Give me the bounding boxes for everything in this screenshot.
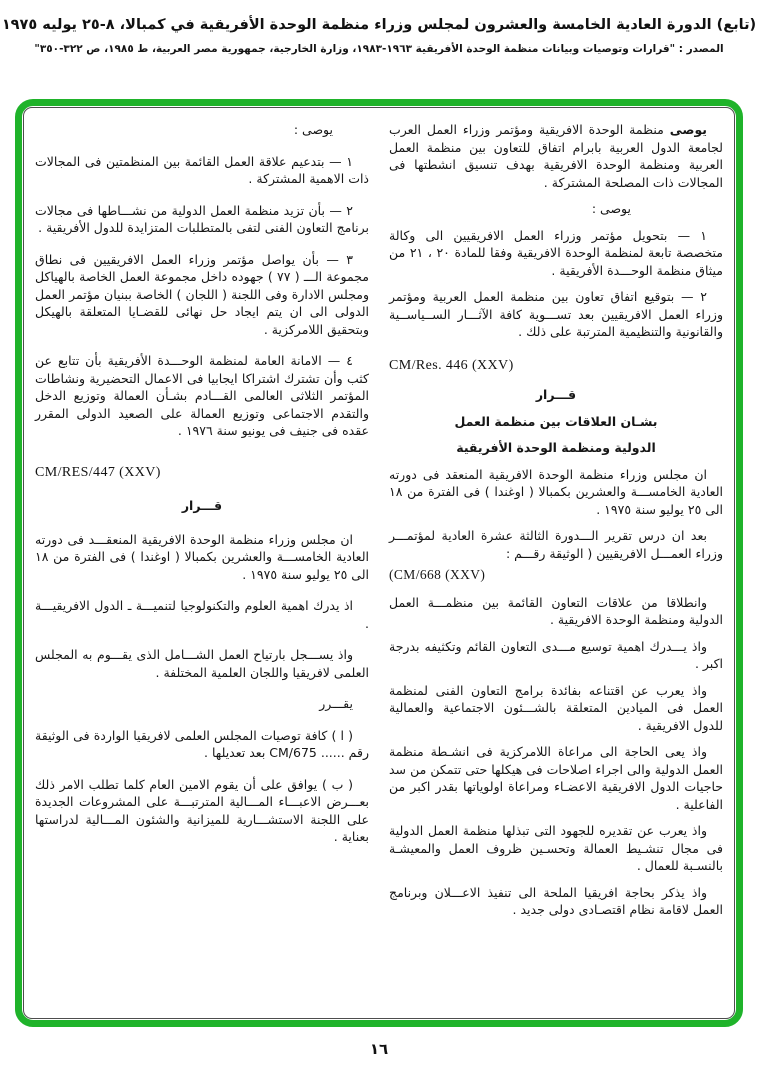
- header-source-line: المصدر : "قرارات وتوصيات وبيانات منظمة الوحدة الأفريقية ١٩٦٣-١٩٨٣، وزارة الخارجية، جمهورية مصر العربية، ط ١٩٨٥، ص ٣٢٢-٣٥٠": [34, 43, 724, 55]
- paragraph: واذ يعى الحاجة الى مراعاة اللامركزية فى انشـطة منظمة العمل الدولية والى اجراء اصلاحات فى هيكلها حتى تتمكن من سد حاجيات الدول الافريقية الاعضـاء ومراعاة اولوياتها بقدر اكبر من الفاعلية .: [389, 744, 723, 812]
- paragraph: ١ — بتحويل مؤتمر وزراء العمل الافريقيين الى وكالة متخصصة تابعة لمنظمة الوحدة الافريقية وفقا للمادة ٢٠ ، ٢١ من ميثاق منظمة الوحـــدة الأفريقية .: [389, 227, 724, 278]
- paragraph: ان مجلس وزراء منظمة الوحدة الافريقية المنعقد فى دورته العادية الخامســـة والعشرين بكمبالا ( اوغندا ) فى الفترة من ١٨ الى ٢٥ يوليو سنة ١٩٧٥ .: [389, 466, 723, 517]
- header-session-title: (تابع) الدورة العادية الخامسة والعشرون لمجلس وزراء منظمة الوحدة الأفريقية في كمبالا، ٨-٢٥ يوليه ١٩٧٥: [1, 17, 757, 33]
- decision-frame: [15, 99, 743, 1027]
- paragraph: يوصى :: [591, 201, 631, 216]
- doc-number: CM/RES/447 (XXV): [35, 464, 161, 480]
- paragraph: واذ يســـجل بارتياح العمل الشـــامل الذى يقـــوم به المجلس العلمى لافريقيا واللجان العلمية المختلفة .: [35, 647, 369, 680]
- paragraph: ان مجلس وزراء منظمة الوحدة الافريقية المنعقـــد فى دورته العادية الخامســـة والعشرين بكمبالا ( اوغندا ) فى الفترة من ١٨ الى ٢٥ يوليو سنة ١٩٧٥ .: [35, 531, 369, 582]
- paragraph: ٢ — بتوقيع اتفاق تعاون بين منظمة العمل العربية ومؤتمر وزراء العمل الافريقيين بعد تســـوية كافة الآثـــار الســياســية والقانونية والتنظيمية المترتبة على ذلك .: [389, 289, 723, 339]
- paragraph: ( ا ) كافة توصيات المجلس العلمى لافريقيا الواردة فى الوثيقة رقم ...... CM/675 بعد تعديلها .: [35, 727, 369, 760]
- paragraph: واذ يعرب عن تقديره للجهود التى تبذلها منظمة العمل الدولية فى مجال تنشـيط العمالة وتحسـين ظروف العمل والمعيشـة بالنسـبة للعمال .: [389, 823, 723, 873]
- page-header: [0, 17, 758, 55]
- paragraph: يقـــرر: [319, 696, 353, 711]
- paragraph: ١ — بتدعيم علاقة العمل القائمة بين المنظمتين فى المجالات ذات الاهمية المشتركة .: [35, 153, 369, 186]
- paragraph: ٤ — الامانة العامة لمنظمة الوحـــدة الأفريقية بأن تتابع عن كثب وأن تشترك اشتراكا ايجابيا فى الاعمال التحضيرية ونشاطات المؤتمر الثلاثى العالمى القـــادم بشـأن العمالة وتوزيع الدخل والتقدم الاجتماعى وتوزيع العمالة على الصعيد الدولى المقرر عقده فى جنيف فى يونيو سنة ١٩٧٦ .: [35, 353, 369, 438]
- paragraph: واذ يـــدرك اهمية توسيع مـــدى التعاون القائم وتكثيفه بدرجة اكبر .: [389, 638, 723, 671]
- doc-number: CM/Res. 446 (XXV): [389, 357, 514, 373]
- paragraph: ٢ — بأن تزيد منظمة العمل الدولية من نشـــاطها فى مجالات برنامج التعاون الفنى لتفى بالمتطلبات المتزايدة للدول الأفريقية .: [35, 202, 369, 235]
- frame-content: [22, 106, 736, 1020]
- paragraph: يوصى :: [293, 122, 333, 137]
- paragraph: بعد ان درس تقرير الـــدورة الثالثة عشرة العادية لمؤتمـــر وزراء العمـــل الافريقيين ( الوثيقة رقـــم :: [389, 528, 723, 561]
- doc-number: (CM/668 (XXV): [389, 567, 486, 582]
- paragraph: واذ يعرب عن اقتناعه بفائدة برامج التعاون الفنى لمنظمة العمل فى الميادين المتعلقة بالشـــئون الاجتماعية والعمالية للدول الافريقية .: [389, 682, 723, 733]
- paragraph: اذ يدرك اهمية العلوم والتكنولوجيا لتنميـــة ـ الدول الافريقيـــة .: [35, 598, 369, 631]
- paragraph: بشـان العلاقات بين منظمة العمل: [454, 413, 658, 429]
- column-right: [389, 121, 723, 1012]
- paragraph: ٣ — بأن يواصل مؤتمر وزراء العمل الافريقيين فى نطاق مجموعة الـــ ( ٧٧ ) جهوده داخل مجموعة العمل الخاصة بالهياكل ومجلس الادارة وفى اللجنة ( اللجان ) الخاصة ببنيان مؤتمر العمل الدولى الى ان يتم ايجاد حل نهائى للقضـايا المتعلقة بالهيكل وبتحقيق اللامركزية .: [35, 251, 369, 337]
- paragraph: يوصى منظمة الوحدة الافريقية ومؤتمر وزراء العمل العرب لجامعة الدول العربية بابرام اتفاق للتعاون بين منظمة العمل العربية ومنظمة الوحدة الافريقية بهدف تنسيق انشطتها فى المجالات ذات المصلحة المشتركة .: [389, 122, 723, 190]
- paragraph-lead-word: يوصى: [669, 122, 707, 137]
- paragraph: واذ يذكر بحاجة افريقيا الملحة الى تنفيذ الاعـــلان وبرنامج العمل لاقامة نظام اقتصـادى دولى جديد .: [389, 884, 723, 917]
- paragraph: ( ب ) يوافق على أن يقوم الامين العام كلما تطلب الامر ذلك بعـــرض الاعبـــاء المـــالية المترتبـــة على المشروعات الجديدة على اللجنة الاستشـــارية للميزانية والشئون المـــالية لدراستها بعناية .: [35, 776, 369, 844]
- column-left: [35, 121, 369, 1012]
- paragraph: الدولية ومنظمة الوحدة الأفريقية: [456, 440, 656, 455]
- paragraph: قـــرار: [181, 498, 223, 513]
- paragraph: قـــرار: [535, 387, 577, 402]
- page-number: ١٦: [369, 1040, 389, 1058]
- paragraph: وانطلاقا من علاقات التعاون القائمة بين منظمـــة العمل الدولية ومنظمة الوحدة الافريقية .: [389, 594, 723, 627]
